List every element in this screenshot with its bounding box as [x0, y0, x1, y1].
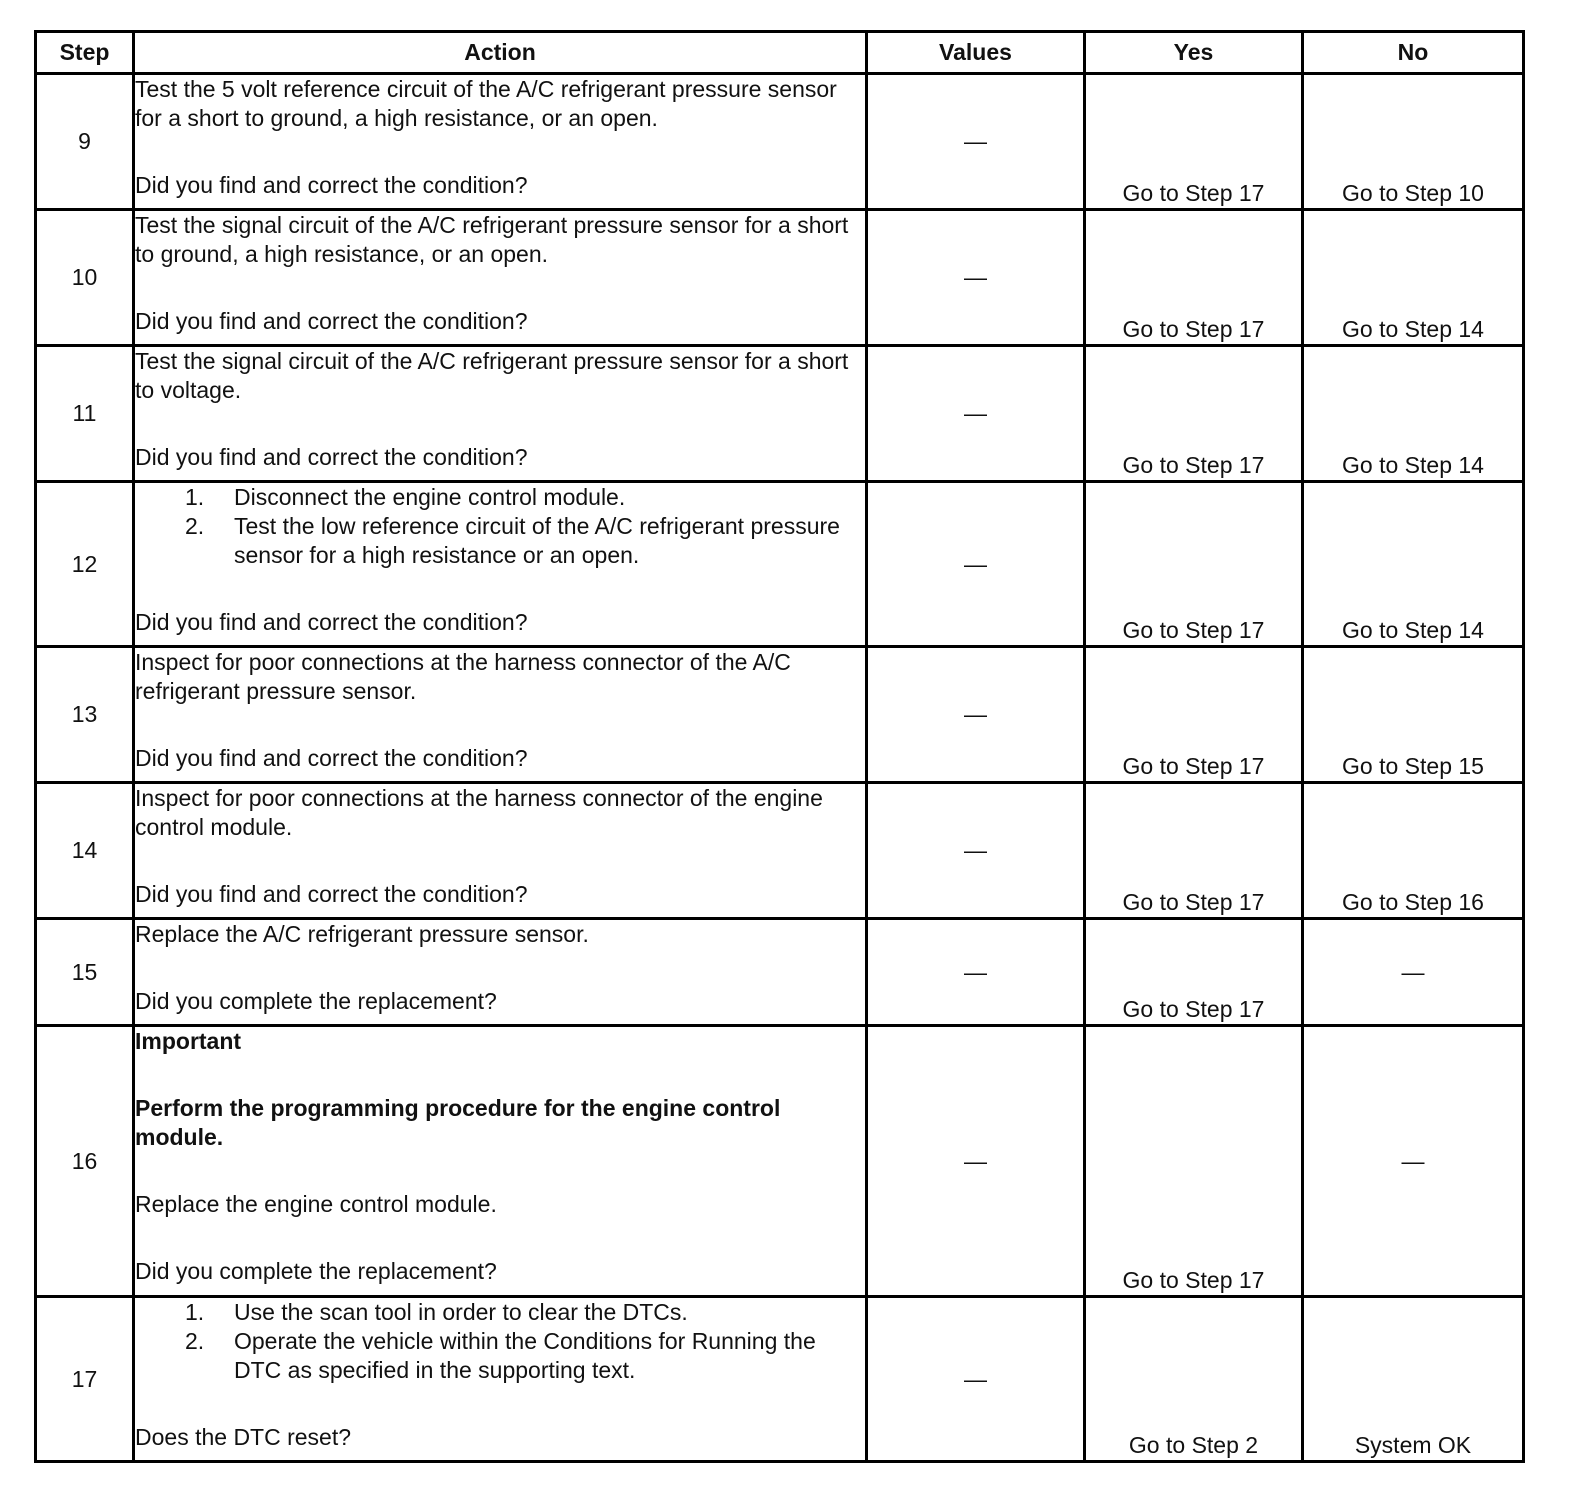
no-cell: System OK — [1303, 1297, 1524, 1462]
important-text: Perform the programming procedure for the engine control module. — [135, 1095, 781, 1150]
list-item-text: Disconnect the engine control module. — [234, 484, 626, 510]
table-row — [36, 74, 1524, 210]
header-yes: Yes — [1085, 32, 1303, 74]
action-text: Replace the engine control module. — [135, 1191, 497, 1217]
no-cell: — — [1303, 919, 1524, 1026]
yes-cell: Go to Step 17 — [1085, 919, 1303, 1026]
action-text: Replace the A/C refrigerant pressure sensor. — [135, 921, 589, 947]
yes-cell: Go to Step 17 — [1085, 74, 1303, 210]
step-number: 13 — [36, 647, 134, 783]
no-cell: Go to Step 15 — [1303, 647, 1524, 783]
yes-cell: Go to Step 17 — [1085, 482, 1303, 647]
no-cell: Go to Step 14 — [1303, 210, 1524, 346]
action-cell — [134, 1297, 867, 1462]
table-row — [36, 783, 1524, 919]
action-question: Did you complete the replacement? — [135, 988, 497, 1014]
values-cell: — — [867, 1297, 1085, 1462]
yes-cell: Go to Step 17 — [1085, 210, 1303, 346]
action-cell — [134, 210, 867, 346]
header-no: No — [1303, 32, 1524, 74]
action-cell — [134, 74, 867, 210]
step-number: 11 — [36, 346, 134, 482]
values-cell: — — [867, 346, 1085, 482]
action-cell — [134, 346, 867, 482]
action-list — [135, 483, 865, 570]
values-cell: — — [867, 783, 1085, 919]
diagnostic-table — [34, 30, 1525, 1463]
table-row — [36, 210, 1524, 346]
action-text: Inspect for poor connections at the harness connector of the A/C refrigerant pressure sensor. — [135, 649, 791, 704]
action-question: Did you find and correct the condition? — [135, 745, 528, 771]
table-row — [36, 346, 1524, 482]
list-item-text: Use the scan tool in order to clear the DTCs. — [234, 1299, 688, 1325]
values-cell: — — [867, 482, 1085, 647]
action-cell — [134, 647, 867, 783]
step-number: 12 — [36, 482, 134, 647]
values-cell: — — [867, 210, 1085, 346]
no-cell: Go to Step 10 — [1303, 74, 1524, 210]
step-number: 14 — [36, 783, 134, 919]
action-text: Test the 5 volt reference circuit of the A/C refrigerant pressure sensor for a short to ground, a high resistance, or an open. — [135, 76, 837, 131]
table-row — [36, 1297, 1524, 1462]
yes-cell: Go to Step 17 — [1085, 647, 1303, 783]
action-question: Did you find and correct the condition? — [135, 881, 528, 907]
yes-cell: Go to Step 17 — [1085, 346, 1303, 482]
header-action: Action — [134, 32, 867, 74]
list-item-number: 1. — [185, 1299, 205, 1325]
header-step: Step — [36, 32, 134, 74]
list-item-number: 1. — [185, 484, 205, 510]
list-item-text: Operate the vehicle within the Conditions for Running the DTC as specified in the supporting text. — [234, 1328, 816, 1383]
no-cell: Go to Step 14 — [1303, 482, 1524, 647]
values-cell: — — [867, 1026, 1085, 1297]
list-item — [135, 512, 865, 570]
list-item-number: 2. — [185, 1328, 205, 1354]
table-row — [36, 647, 1524, 783]
step-number: 16 — [36, 1026, 134, 1297]
yes-cell: Go to Step 2 — [1085, 1297, 1303, 1462]
list-item — [135, 483, 865, 512]
action-question: Did you find and correct the condition? — [135, 444, 528, 470]
step-number: 9 — [36, 74, 134, 210]
action-question: Did you complete the replacement? — [135, 1258, 497, 1284]
action-question: Did you find and correct the condition? — [135, 172, 528, 198]
step-number: 15 — [36, 919, 134, 1026]
step-number: 10 — [36, 210, 134, 346]
action-question: Did you find and correct the condition? — [135, 609, 528, 635]
list-item-number: 2. — [185, 513, 205, 539]
action-cell — [134, 783, 867, 919]
action-cell — [134, 919, 867, 1026]
action-text: Test the signal circuit of the A/C refrigerant pressure sensor for a short to ground, a high resistance, or an open. — [135, 212, 849, 267]
list-item — [135, 1327, 865, 1385]
no-cell: Go to Step 16 — [1303, 783, 1524, 919]
action-cell — [134, 1026, 867, 1297]
no-cell: — — [1303, 1026, 1524, 1297]
step-number: 17 — [36, 1297, 134, 1462]
list-item-text: Test the low reference circuit of the A/C refrigerant pressure sensor for a high resistance or an open. — [234, 513, 840, 568]
action-cell — [134, 482, 867, 647]
action-text: Test the signal circuit of the A/C refrigerant pressure sensor for a short to voltage. — [135, 348, 849, 403]
table-row — [36, 919, 1524, 1026]
yes-cell: Go to Step 17 — [1085, 1026, 1303, 1297]
values-cell: — — [867, 647, 1085, 783]
header-row — [36, 32, 1524, 74]
important-heading: Important — [135, 1028, 242, 1054]
header-values: Values — [867, 32, 1085, 74]
table-row — [36, 1026, 1524, 1297]
table-row — [36, 482, 1524, 647]
action-list — [135, 1298, 865, 1385]
action-text: Inspect for poor connections at the harness connector of the engine control module. — [135, 785, 823, 840]
values-cell: — — [867, 919, 1085, 1026]
values-cell: — — [867, 74, 1085, 210]
action-question: Does the DTC reset? — [135, 1424, 352, 1450]
no-cell: Go to Step 14 — [1303, 346, 1524, 482]
yes-cell: Go to Step 17 — [1085, 783, 1303, 919]
list-item — [135, 1298, 865, 1327]
action-question: Did you find and correct the condition? — [135, 308, 528, 334]
